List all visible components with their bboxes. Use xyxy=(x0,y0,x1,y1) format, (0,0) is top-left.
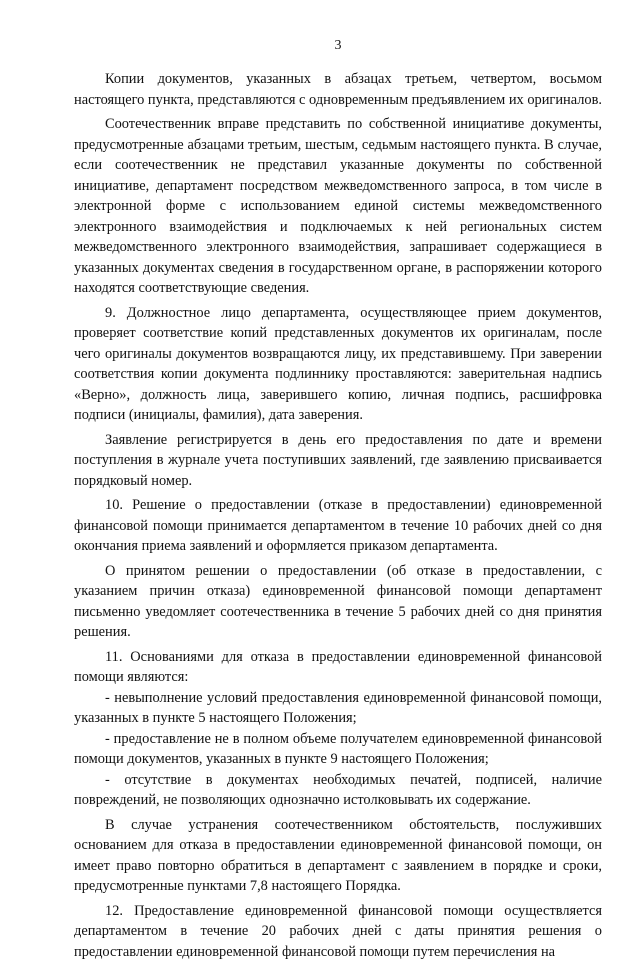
paragraph-own-initiative: Соотечественник вправе представить по собственной инициативе документы, предусмотренные абзацами третьим, шестым, седьмым настоящего пункта. В случае, если соотечественник не представил указанные документы по собственной инициативе, департамент посредством межведомственного запроса, в том числе в электронной форме с использованием единой системы межведомственного электронного взаимодействия и подключаемых к ней региональных систем межведомственного электронного взаимодействия, запрашивает содержащиеся в указанных документах сведения в государственном органе, в распоряжении которого находятся соответствующие сведения. xyxy=(74,114,602,299)
paragraph-registration: Заявление регистрируется в день его предоставления по дате и времени поступления в журнале учета поступивших заявлений, где заявлению присваивается порядковый номер. xyxy=(74,430,602,492)
paragraph-item-12: 12. Предоставление единовременной финансовой помощи осуществляется департаментом в течение 20 рабочих дней с даты принятия решения о предоставлении единовременной финансовой помощи путем перечисления на xyxy=(74,901,602,962)
list-item-refusal-seals: - отсутствие в документах необходимых печатей, подписей, наличие повреждений, не позволяющих однозначно истолковывать их содержание. xyxy=(74,770,602,811)
paragraph-reapply: В случае устранения соотечественником обстоятельств, послуживших основанием для отказа в предоставлении единовременной финансовой помощи, он имеет право повторно обратиться в департамент с заявлением в порядке и сроки, предусмотренные пунктами 7,8 настоящего Порядка. xyxy=(74,815,602,897)
paragraph-decision-notice: О принятом решении о предоставлении (об отказе в предоставлении, с указанием причин отказа) единовременной финансовой помощи департамент письменно уведомляет соотечественника в течение 5 рабочих дней со дня принятия решения. xyxy=(74,561,602,643)
paragraph-copies-originals: Копии документов, указанных в абзацах третьем, четвертом, восьмом настоящего пункта, представляются с одновременным предъявлением их оригиналов. xyxy=(74,69,602,110)
page-number: 3 xyxy=(74,38,602,54)
paragraph-item-9: 9. Должностное лицо департамента, осуществляющее прием документов, проверяет соответствие копий представленных документов их оригиналам, после чего оригиналы документов возвращаются лицу, их представившему. При заверении соответствия копии документа подлиннику проставляются: заверительная надпись «Верно», должность лица, заверившего копию, личная подпись, расшифровка подписи (инициалы, фамилия), дата заверения. xyxy=(74,303,602,426)
list-item-refusal-conditions: - невыполнение условий предоставления единовременной финансовой помощи, указанных в пункте 5 настоящего Положения; xyxy=(74,688,602,729)
paragraph-item-10: 10. Решение о предоставлении (отказе в предоставлении) единовременной финансовой помощи принимается департаментом в течение 10 рабочих дней со дня окончания приема заявлений и оформляется приказом департамента. xyxy=(74,495,602,557)
list-item-refusal-documents: - предоставление не в полном объеме получателем единовременной финансовой помощи документов, указанных в пункте 9 настоящего Положения; xyxy=(74,729,602,770)
paragraph-item-11: 11. Основаниями для отказа в предоставлении единовременной финансовой помощи являются: xyxy=(74,647,602,688)
